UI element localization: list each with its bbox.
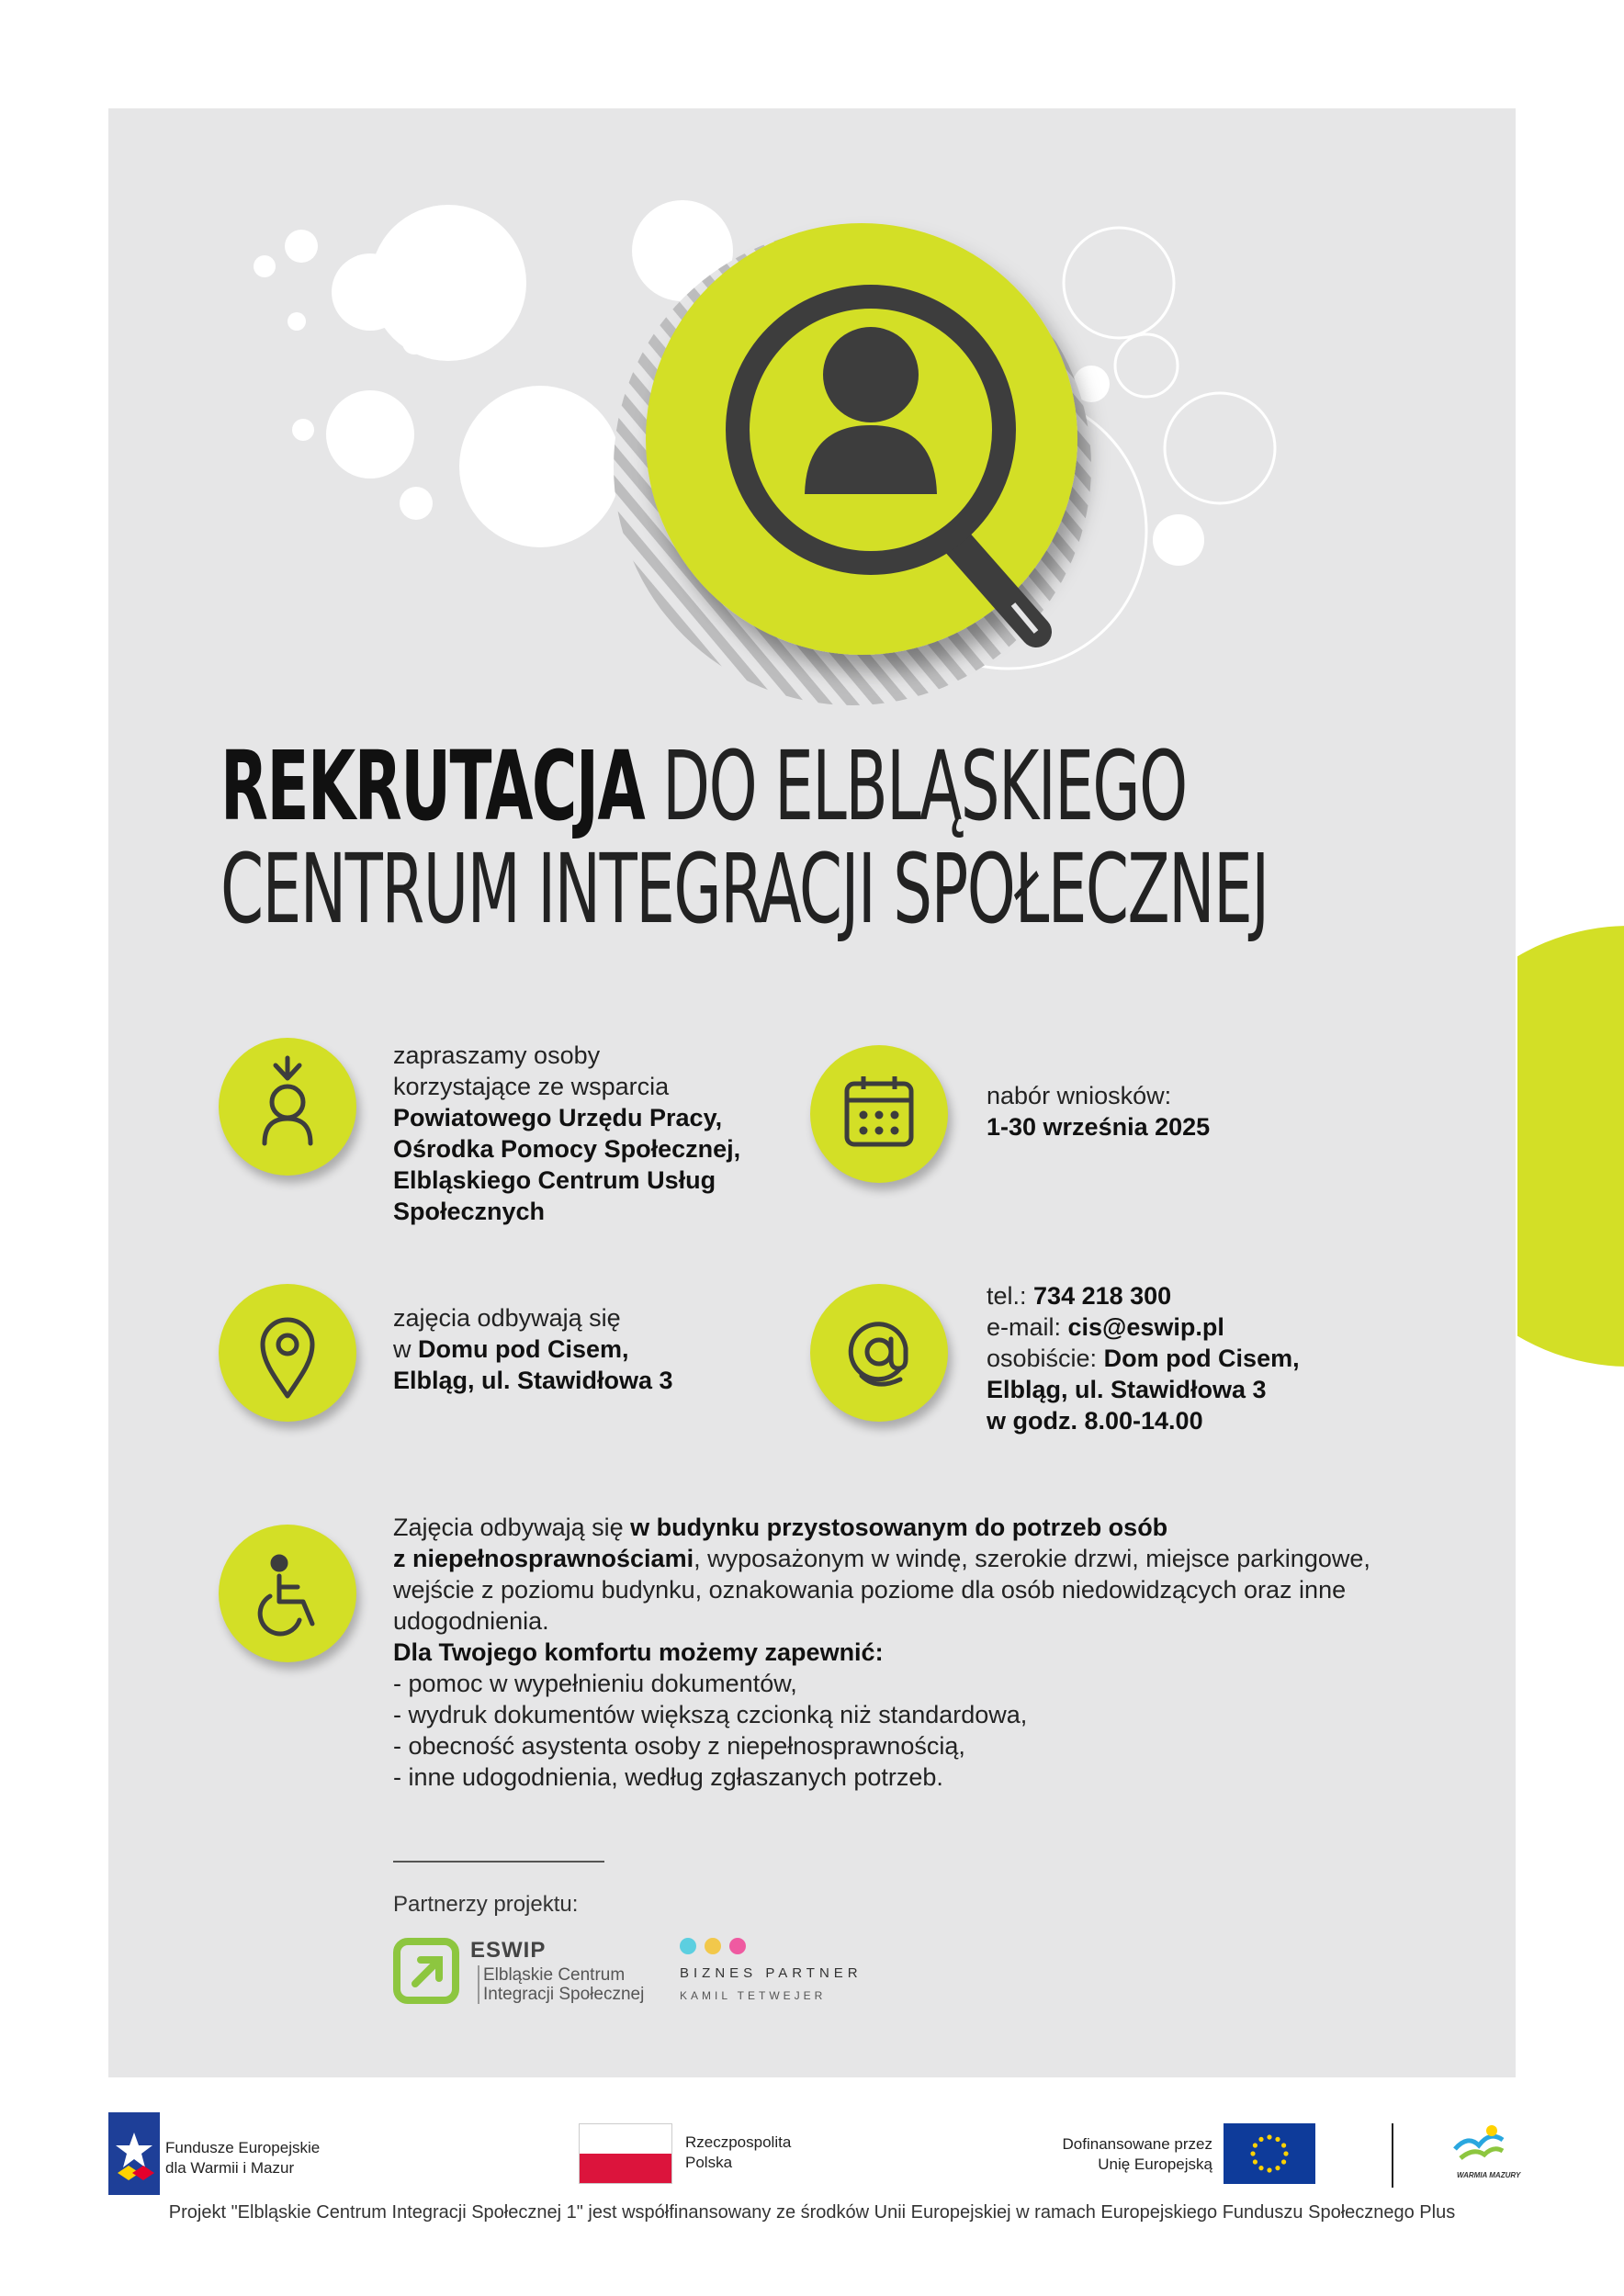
bp-dots	[680, 1938, 919, 1959]
invite-text: zapraszamy osoby korzystające ze wsparcia Powiatowego Urzędu Pracy, Ośrodka Pomocy Społecznej, Elbląskiego Centrum Usług Społecznych	[393, 1041, 741, 1225]
calendar-icon	[810, 1045, 948, 1183]
comfort-item: - wydruk dokumentów większą czcionką niż standardowa,	[393, 1701, 1028, 1728]
fe-star-icon	[108, 2112, 160, 2195]
wheelchair-icon	[219, 1525, 356, 1662]
warmia-mazury-icon	[1451, 2122, 1506, 2167]
footer-separator	[1392, 2123, 1393, 2188]
person-arrow-badge	[219, 1038, 356, 1176]
wheelchair-badge	[219, 1525, 356, 1662]
title-rest: DO ELBLĄSKIEGO	[644, 730, 1187, 842]
biznes-partner-logo: BIZNES PARTNER KAMIL TETWEJER	[680, 1938, 919, 2011]
eswip-arrow-icon	[393, 1938, 459, 2004]
pl-flag-icon	[579, 2123, 672, 2184]
accessibility-text: Zajęcia odbywają się w budynku przystosowanym do potrzeb osób z niepełnosprawnościami, wyposażonym w windę, szerokie drzwi, miejsce parkingowe, wejście z poziomu budynku, oznakowania poziome dla osób niedowidzących oraz inne udogodnienia. Dla Twojego komfortu możemy zapewnić: - pomoc w wypełnieniu dokumentów, - wydruk dokumentów większą czcionką niż standardowa, - obecność asystenta osoby z niepełnosprawnością, - inne udogodnienia, według zgłaszanych potrzeb.	[393, 1512, 1449, 1793]
eu-flag-icon	[1224, 2123, 1315, 2184]
comfort-item: - inne udogodnienia, według zgłaszanych potrzeb.	[393, 1763, 943, 1791]
location-text: zajęcia odbywają się w Domu pod Cisem, Elbląg, ul. Stawidłowa 3	[393, 1304, 673, 1394]
contact-text: tel.: 734 218 300 e-mail: cis@eswip.pl osobiście: Dom pod Cisem, Elbląg, ul. Stawidłowa 3 w godz. 8.00-14.00	[987, 1282, 1300, 1435]
dates-text: nabór wniosków: 1-30 września 2025	[987, 1082, 1211, 1141]
title-line-2: CENTRUM INTEGRACJI SPOŁECZNEJ	[220, 833, 1269, 945]
funding-footnote: Projekt "Elbląskie Centrum Integracji Społecznej 1" jest współfinansowany ze środków Unii Europejskiej w ramach Europejskiego Funduszu Społecznego Plus	[168, 2202, 1456, 2223]
location-badge	[219, 1284, 356, 1422]
warmia-mazury-logo: WARMIA MAZURY	[1451, 2122, 1506, 2172]
divider	[393, 1861, 604, 1863]
eswip-logo: ESWIP Elbląskie Centrum Integracji Społecznej	[393, 1938, 650, 2004]
title-bold: REKRUTACJA	[220, 730, 645, 842]
location-pin-icon	[219, 1284, 356, 1422]
magnifier-illustration	[108, 108, 1516, 733]
contact-badge	[810, 1284, 948, 1422]
comfort-item: - obecność asystenta osoby z niepełnosprawnością,	[393, 1732, 965, 1760]
fundusze-europejskie-logo: Fundusze Europejskie dla Warmii i Mazur	[108, 2112, 160, 2200]
comfort-item: - pomoc w wypełnieniu dokumentów,	[393, 1670, 797, 1697]
partners-label: Partnerzy projektu:	[393, 1892, 579, 1917]
at-phone-icon	[810, 1284, 948, 1422]
person-arrow-icon	[219, 1038, 356, 1176]
footer-logos: Fundusze Europejskie dla Warmii i Mazur Rzeczpospolita Polska Dofinansowane przez Unię Europejską WARMIA MAZURY	[0, 2103, 1624, 2204]
calendar-badge	[810, 1045, 948, 1183]
page-title	[220, 730, 1269, 945]
decorative-lime-circle-outer	[1517, 926, 1624, 1367]
